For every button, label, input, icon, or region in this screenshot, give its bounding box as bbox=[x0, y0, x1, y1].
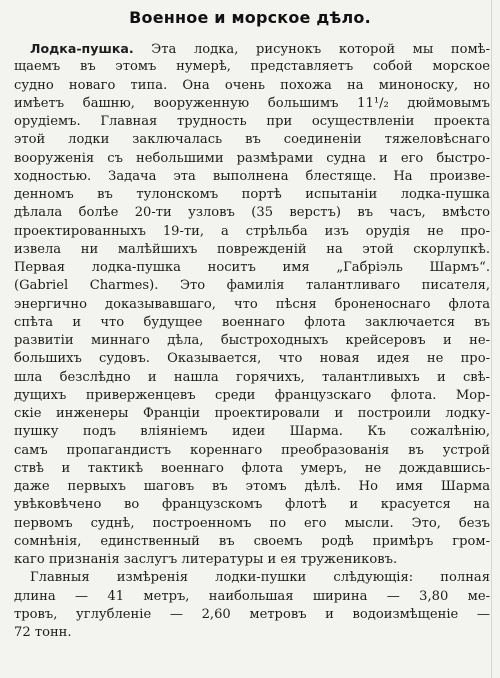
text-line: дѣлала болѣе 20-ти узловъ (35 верстъ) въ часъ, вмѣсто bbox=[14, 205, 490, 221]
text-line: даже первыхъ шаговъ въ этомъ дѣлѣ. Но имя Шарма bbox=[14, 479, 490, 494]
text-line: тровъ, углубленіе — 2,60 метровъ и водоизмѣщеніе — bbox=[14, 606, 490, 622]
article-headword: Лодка-пушка. bbox=[30, 41, 134, 56]
text-line bbox=[14, 40, 490, 58]
article-title: Военное и морское дѣло. bbox=[129, 8, 371, 27]
text-line: первомъ суднѣ, построенномъ по его мысли. Это, безъ bbox=[14, 515, 490, 531]
article-body bbox=[14, 40, 490, 642]
text-line: самъ пропагандистъ кореннаго преобразованія въ устрой bbox=[14, 442, 490, 458]
text-line-continuation: Эта лодка, рисунокъ которой мы помѣ- bbox=[133, 42, 490, 57]
text-line: увѣковѣчено во французскомъ флотѣ и красуется на bbox=[14, 497, 490, 513]
text-line: судно новаго типа. Она очень похожа на миноноску, но bbox=[14, 77, 490, 93]
text-line: сомнѣнія, единственный въ своемъ родѣ примѣръ гром- bbox=[14, 533, 490, 549]
text-line: скіе инженеры Франціи проектировали и построили лодку- bbox=[14, 406, 490, 421]
text-line: этой лодки заключалась въ соединеніи тяжеловѣснаго bbox=[14, 132, 490, 148]
text-line: дущихъ приверженцевъ среди французскаго флота. Мор- bbox=[14, 387, 490, 403]
text-line: (Gabriel Charmes). Это фамилія талантливаго писателя, bbox=[14, 278, 490, 294]
text-line: длина — 41 метръ, наибольшая ширина — 3,80 ме- bbox=[14, 588, 490, 604]
text-line: большихъ судовъ. Оказывается, что новая идея не про- bbox=[14, 351, 490, 367]
text-line: пушку подъ вліяніемъ идеи Шарма. Къ сожалѣнію, bbox=[14, 424, 490, 440]
page-edge-rule bbox=[491, 0, 492, 678]
text-line: щаемъ въ этомъ нумерѣ, представляетъ собой морское bbox=[14, 59, 490, 75]
text-line: извела ни малѣйшихъ поврежденій на этой скорлупкѣ. bbox=[14, 241, 490, 257]
text-line: Главныя измѣренія лодки-пушки слѣдующія: полная bbox=[30, 570, 490, 586]
text-line: ствѣ и тактикѣ военнаго флота умеръ, не дождавшись- bbox=[14, 460, 490, 476]
text-line: энергично доказывавшаго, что пѣсня броненоснаго флота bbox=[14, 296, 490, 312]
text-line: денномъ въ тулонскомъ портѣ испытаніи лодка-пушка bbox=[14, 187, 490, 202]
text-line: 72 тонн. bbox=[14, 625, 72, 640]
text-line: имѣетъ башню, вооруженную большимъ 11¹/₂ дюймовымъ bbox=[14, 95, 490, 111]
text-line: ходностью. Задача эта выполнена блестяще. На произве- bbox=[14, 168, 490, 184]
text-line: орудіемъ. Главная трудность при осуществленіи проекта bbox=[14, 114, 490, 129]
text-line: развитіи миннаго дѣла, быстроходныхъ крейсеровъ и не- bbox=[14, 333, 490, 348]
text-line: вооруженія съ небольшими размѣрами судна и его быстро- bbox=[14, 150, 490, 166]
text-line: шла безслѣдно и нашла горячихъ, талантливыхъ и свѣ- bbox=[14, 369, 490, 385]
text-line: Первая лодка-пушка носитъ имя „Габріэль Шармъ“. bbox=[14, 260, 490, 275]
text-line: проектированныхъ 19-ти, а стрѣльба изъ орудія не про- bbox=[14, 223, 490, 239]
text-line: спѣта и что будущее военнаго флота заключается въ bbox=[14, 314, 490, 330]
text-line: каго признанія заслугъ литературы и ея тружениковъ. bbox=[14, 552, 398, 567]
